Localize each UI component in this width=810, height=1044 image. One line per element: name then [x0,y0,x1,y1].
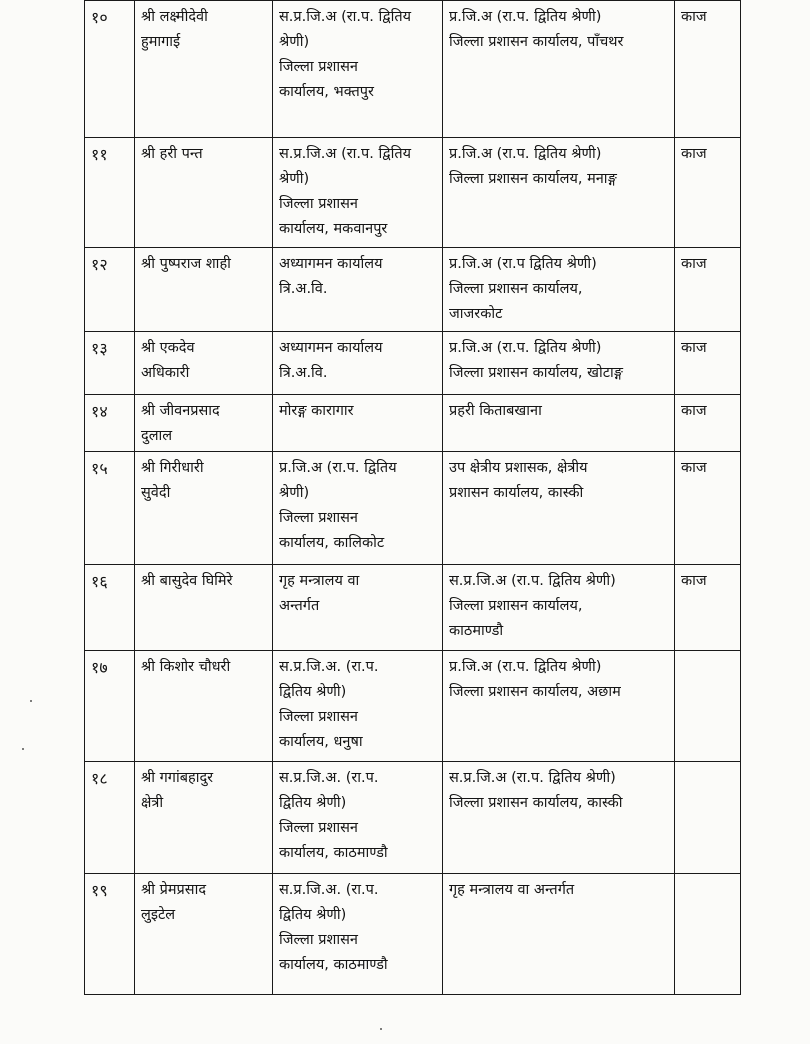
current-post-line: जिल्ला प्रशासन [279,196,358,212]
current-post-line: जिल्ला प्रशासन [279,510,358,526]
scan-speck [30,700,32,702]
new-post-line: जिल्ला प्रशासन कार्यालय, पाँचथर [449,34,624,50]
to-cell [443,138,675,248]
serial-number-cell: १४ [85,395,135,452]
new-post-line: प्र.जि.अ (रा.प. द्वितिय श्रेणी) [449,146,602,162]
current-post-line: जिल्ला प्रशासन [279,820,358,836]
to-cell [443,565,675,651]
employee-name-line: दुलाल [141,428,173,444]
new-post-line: प्र.जि.अ (रा.प. द्वितिय श्रेणी) [449,659,602,675]
from-cell [273,1,443,138]
table-row [85,395,741,452]
name-cell [135,874,273,995]
employee-name-line: श्री लक्ष्मीदेवी [141,9,208,25]
scan-speck [380,1028,382,1030]
table-row [85,138,741,248]
new-post-line: जिल्ला प्रशासन कार्यालय, अछाम [449,684,621,700]
employee-name-line: हुमागाई [141,34,181,50]
current-post-line: अध्यागमन कार्यालय [279,340,383,356]
current-post-line: जिल्ला प्रशासन [279,709,358,725]
new-post-line: जिल्ला प्रशासन कार्यालय, मनाङ्ग [449,171,617,187]
new-post-line: प्र.जि.अ (रा.प द्वितिय श्रेणी) [449,256,597,272]
employee-name-line: श्री पुष्पराज शाही [141,256,231,272]
employee-name-line: श्री जीवनप्रसाद [141,403,220,419]
new-post-line: प्र.जि.अ (रा.प. द्वितिय श्रेणी) [449,9,602,25]
current-post-line: कार्यालय, धनुषा [279,734,363,750]
current-post-line: श्रेणी) [279,485,310,501]
serial-number-cell: १७ [85,651,135,762]
name-cell [135,138,273,248]
current-post-line: कार्यालय, काठमाण्डौ [279,957,388,973]
to-cell [443,395,675,452]
employee-name-line: लुइटेल [141,907,176,923]
current-post-line: गृह मन्त्रालय वा [279,573,360,589]
new-post-line: स.प्र.जि.अ (रा.प. द्वितिय श्रेणी) [449,770,616,786]
employee-name-line: श्री किशोर चौधरी [141,659,231,675]
name-cell [135,248,273,332]
name-cell [135,1,273,138]
from-cell [273,452,443,565]
name-cell [135,762,273,874]
table-row [85,332,741,395]
current-post-line: स.प्र.जि.अ. (रा.प. [279,770,379,786]
to-cell [443,452,675,565]
employee-name-line: क्षेत्री [141,795,164,811]
new-post-line: जिल्ला प्रशासन कार्यालय, [449,281,583,297]
serial-number-cell: १८ [85,762,135,874]
new-post-line: जिल्ला प्रशासन कार्यालय, [449,598,583,614]
from-cell [273,248,443,332]
to-cell [443,332,675,395]
new-post-line: काठमाण्डौ [449,623,504,639]
new-post-line: उप क्षेत्रीय प्रशासक, क्षेत्रीय [449,460,588,476]
current-post-line: श्रेणी) [279,34,310,50]
current-post-line: द्वितिय श्रेणी) [279,684,347,700]
serial-number-cell: १९ [85,874,135,995]
remark-cell [675,651,741,762]
current-post-line: प्र.जि.अ (रा.प. द्वितिय [279,460,397,476]
remark-cell: काज [675,332,741,395]
remark-cell: काज [675,395,741,452]
remark-cell [675,874,741,995]
to-cell [443,1,675,138]
new-post-line: गृह मन्त्रालय वा अन्तर्गत [449,882,575,898]
remark-cell: काज [675,1,741,138]
serial-number-cell: ११ [85,138,135,248]
new-post-line: प्र.जि.अ (रा.प. द्वितिय श्रेणी) [449,340,602,356]
from-cell [273,138,443,248]
serial-number-cell: १० [85,1,135,138]
current-post-line: मोरङ्ग कारागार [279,403,354,419]
table-row [85,651,741,762]
serial-number-cell: १६ [85,565,135,651]
employee-name-line: श्री गगांबहादुर [141,770,214,786]
to-cell [443,874,675,995]
current-post-line: अन्तर्गत [279,598,320,614]
current-post-line: अध्यागमन कार्यालय [279,256,383,272]
employee-name-line: श्री गिरीधारी [141,460,204,476]
employee-name-line: श्री एकदेव [141,340,195,356]
current-post-line: कार्यालय, काठमाण्डौ [279,845,388,861]
new-post-line: जाजरकोट [449,306,503,322]
transfer-table [84,0,741,995]
serial-number-cell: १५ [85,452,135,565]
table-row [85,874,741,995]
current-post-line: स.प्र.जि.अ (रा.प. द्वितिय [279,9,412,25]
table-row [85,762,741,874]
current-post-line: कार्यालय, कालिकोट [279,535,385,551]
serial-number-cell: १३ [85,332,135,395]
employee-name-line: अधिकारी [141,365,190,381]
from-cell [273,565,443,651]
current-post-line: श्रेणी) [279,171,310,187]
employee-name-line: श्री प्रेमप्रसाद [141,882,207,898]
current-post-line: द्वितिय श्रेणी) [279,795,347,811]
remark-cell [675,762,741,874]
name-cell [135,332,273,395]
remark-cell: काज [675,565,741,651]
from-cell [273,395,443,452]
current-post-line: द्वितिय श्रेणी) [279,907,347,923]
name-cell [135,452,273,565]
from-cell [273,874,443,995]
name-cell [135,395,273,452]
remark-cell: काज [675,452,741,565]
name-cell [135,565,273,651]
current-post-line: कार्यालय, भक्तपुर [279,84,374,100]
remark-cell: काज [675,248,741,332]
name-cell [135,651,273,762]
employee-name-line: श्री बासुदेव घिमिरे [141,573,233,589]
transfer-table-body [85,1,741,995]
employee-name-line: सुवेदी [141,485,171,501]
current-post-line: जिल्ला प्रशासन [279,932,358,948]
table-row [85,452,741,565]
from-cell [273,332,443,395]
from-cell [273,651,443,762]
employee-name-line: श्री हरी पन्त [141,146,203,162]
table-row [85,248,741,332]
current-post-line: जिल्ला प्रशासन [279,59,358,75]
current-post-line: स.प्र.जि.अ (रा.प. द्वितिय [279,146,412,162]
new-post-line: प्रहरी किताबखाना [449,403,542,419]
new-post-line: जिल्ला प्रशासन कार्यालय, कास्की [449,795,623,811]
to-cell [443,762,675,874]
to-cell [443,651,675,762]
current-post-line: स.प्र.जि.अ. (रा.प. [279,659,379,675]
remark-cell: काज [675,138,741,248]
new-post-line: प्रशासन कार्यालय, कास्की [449,485,584,501]
from-cell [273,762,443,874]
table-row [85,565,741,651]
to-cell [443,248,675,332]
new-post-line: जिल्ला प्रशासन कार्यालय, खोटाङ्ग [449,365,623,381]
current-post-line: त्रि.अ.वि. [279,281,328,297]
current-post-line: कार्यालय, मकवानपुर [279,221,388,237]
serial-number-cell: १२ [85,248,135,332]
scan-speck [22,748,24,750]
new-post-line: स.प्र.जि.अ (रा.प. द्वितिय श्रेणी) [449,573,616,589]
table-row [85,1,741,138]
current-post-line: स.प्र.जि.अ. (रा.प. [279,882,379,898]
current-post-line: त्रि.अ.वि. [279,365,328,381]
